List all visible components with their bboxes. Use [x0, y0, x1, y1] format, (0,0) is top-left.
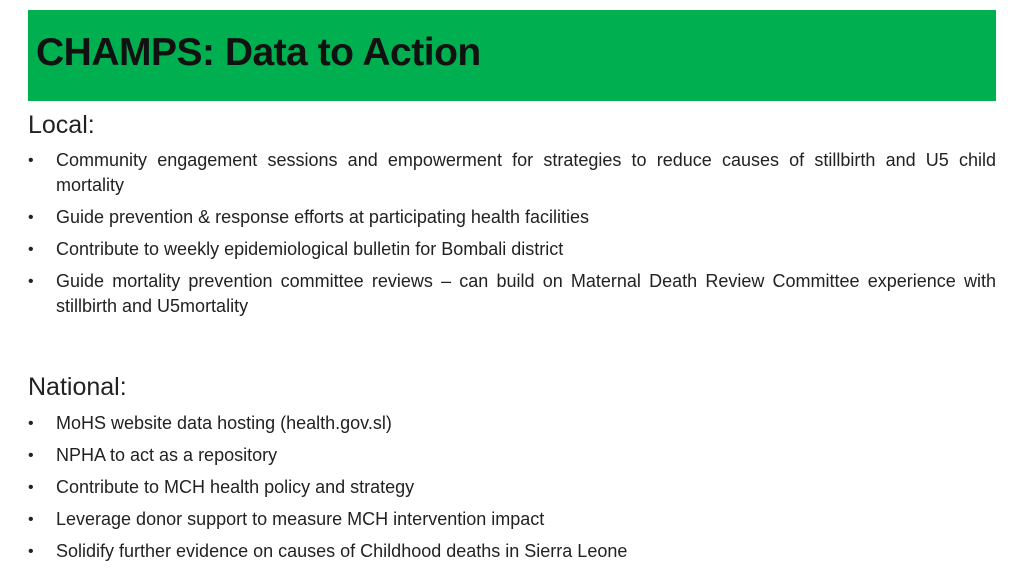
list-item-text: Guide mortality prevention committee reviews – can build on Maternal Death Review Committee experience with stillbirth and U5mortality: [56, 271, 996, 316]
slide-title: CHAMPS: Data to Action: [36, 31, 481, 74]
list-item: [28, 443, 996, 468]
list-item: [28, 411, 996, 436]
list-item: [28, 269, 996, 319]
bullet-icon: •: [28, 152, 34, 169]
list-item-text: Contribute to weekly epidemiological bulletin for Bombali district: [56, 239, 564, 259]
bullet-icon: •: [28, 209, 34, 226]
list-item: [28, 237, 996, 262]
list-item: [28, 205, 996, 230]
list-item-text: Community engagement sessions and empowerment for strategies to reduce causes of stillbirth and U5 child mortality: [56, 150, 996, 195]
national-bullet-list: [28, 411, 996, 571]
list-item-text: Leverage donor support to measure MCH intervention impact: [56, 509, 545, 529]
list-item: [28, 148, 996, 198]
list-item-text: MoHS website data hosting (health.gov.sl): [56, 413, 392, 433]
list-item-text: Solidify further evidence on causes of Childhood deaths in Sierra Leone: [56, 541, 628, 561]
national-section-heading: National:: [28, 373, 127, 401]
list-item-text: Contribute to MCH health policy and strategy: [56, 477, 415, 497]
bullet-icon: •: [28, 543, 34, 560]
local-bullet-list: [28, 148, 996, 326]
bullet-icon: •: [28, 273, 34, 290]
bullet-icon: •: [28, 511, 34, 528]
list-item: [28, 507, 996, 532]
list-item-text: NPHA to act as a repository: [56, 445, 278, 465]
local-section-heading: Local:: [28, 111, 95, 139]
bullet-icon: •: [28, 241, 34, 258]
list-item: [28, 539, 996, 564]
bullet-icon: •: [28, 447, 34, 464]
bullet-icon: •: [28, 415, 34, 432]
title-banner: [28, 10, 996, 101]
list-item-text: Guide prevention & response efforts at participating health facilities: [56, 207, 589, 227]
bullet-icon: •: [28, 479, 34, 496]
list-item: [28, 475, 996, 500]
